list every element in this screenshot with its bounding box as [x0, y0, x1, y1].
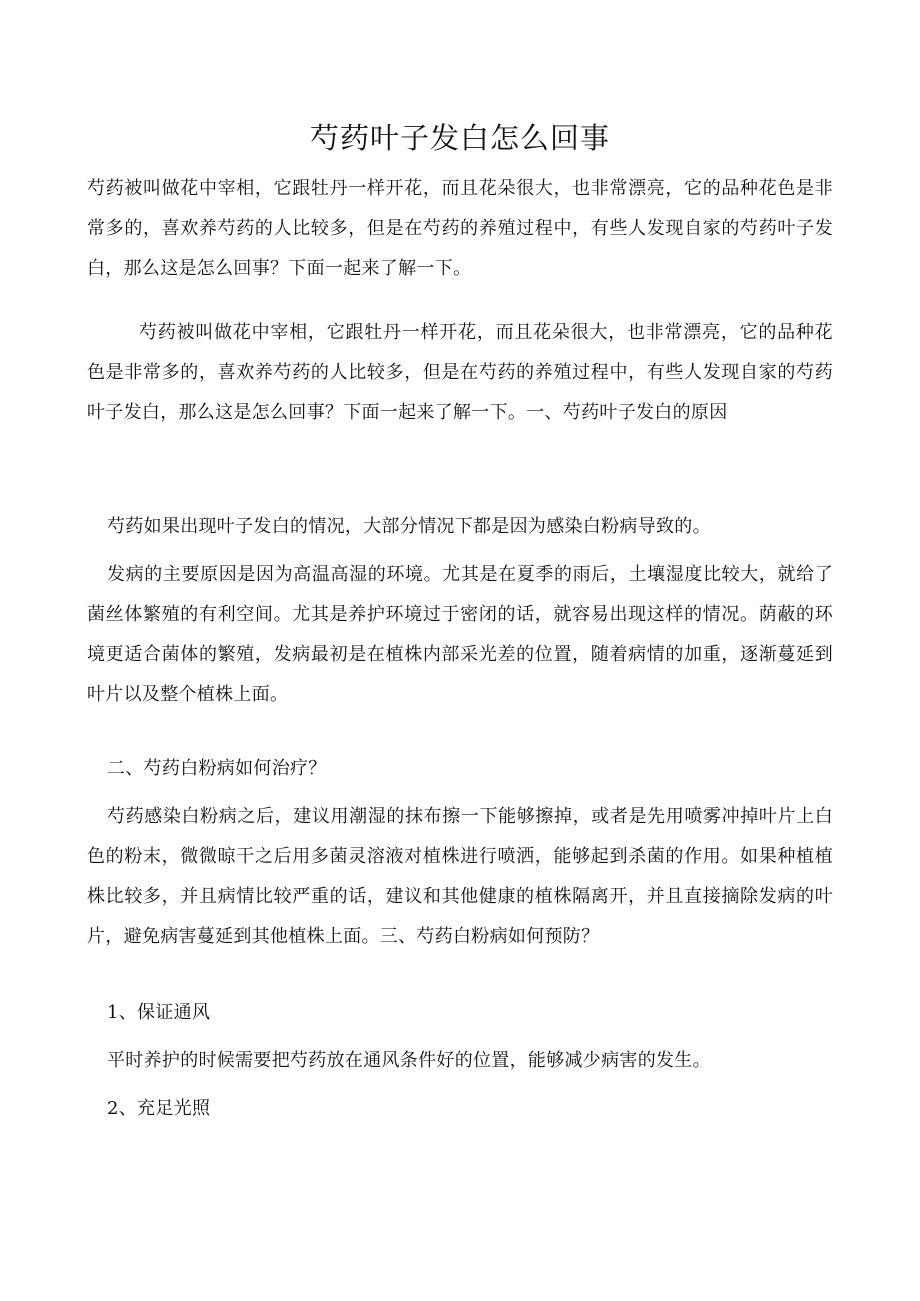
treatment-paragraph: 芍药感染白粉病之后，建议用潮湿的抹布擦一下能够擦掉，或者是先用喷雾冲掉叶片上白色的粉末，微微晾干之后用多菌灵溶液对植株进行喷洒，能够起到杀菌的作用。如果种植植株比较多，并且病情比较严重的话，建议和其他健康的植株隔离开，并且直接摘除发病的叶片，避免病害蔓延到其他植株上面。三、芍药白粉病如何预防？: [87, 806, 833, 947]
prevention-item-sunlight: 2、充足光照: [107, 1098, 211, 1119]
ventilation-paragraph: 平时养护的时候需要把芍药放在通风条件好的位置，能够减少病害的发生。: [107, 1050, 711, 1071]
intro-paragraph: 芍药被叫做花中宰相，它跟牡丹一样开花，而且花朵很大，也非常漂亮，它的品种花色是非常多的，喜欢养芍药的人比较多，但是在芍药的养殖过程中，有些人发现自家的芍药叶子发白，那么这是怎么回事？下面一起来了解一下。: [87, 178, 833, 279]
cause-detail-paragraph: 发病的主要原因是因为高温高湿的环境。尤其是在夏季的雨后，土壤湿度比较大，就给了菌丝体繁殖的有利空间。尤其是养护环境过于密闭的话，就容易出现这样的情况。荫蔽的环境更适合菌体的繁殖，发病最初是在植株内部采光差的位置，随着病情的加重，逐渐蔓延到叶片以及整个植株上面。: [87, 564, 833, 705]
intro-paragraph-repeat: 芍药被叫做花中宰相，它跟牡丹一样开花，而且花朵很大，也非常漂亮，它的品种花色是非常多的，喜欢养芍药的人比较多，但是在芍药的养殖过程中，有些人发现自家的芍药叶子发白，那么这是怎么回事？下面一起来了解一下。一、芍药叶子发白的原因: [87, 322, 833, 423]
cause-summary-paragraph: 芍药如果出现叶子发白的情况，大部分情况下都是因为感染白粉病导致的。: [107, 516, 711, 537]
treatment-heading: 二、芍药白粉病如何治疗？: [107, 758, 327, 779]
page-title: 芍药叶子发白怎么回事: [309, 121, 610, 155]
prevention-item-ventilation: 1、保证通风: [107, 1002, 211, 1023]
